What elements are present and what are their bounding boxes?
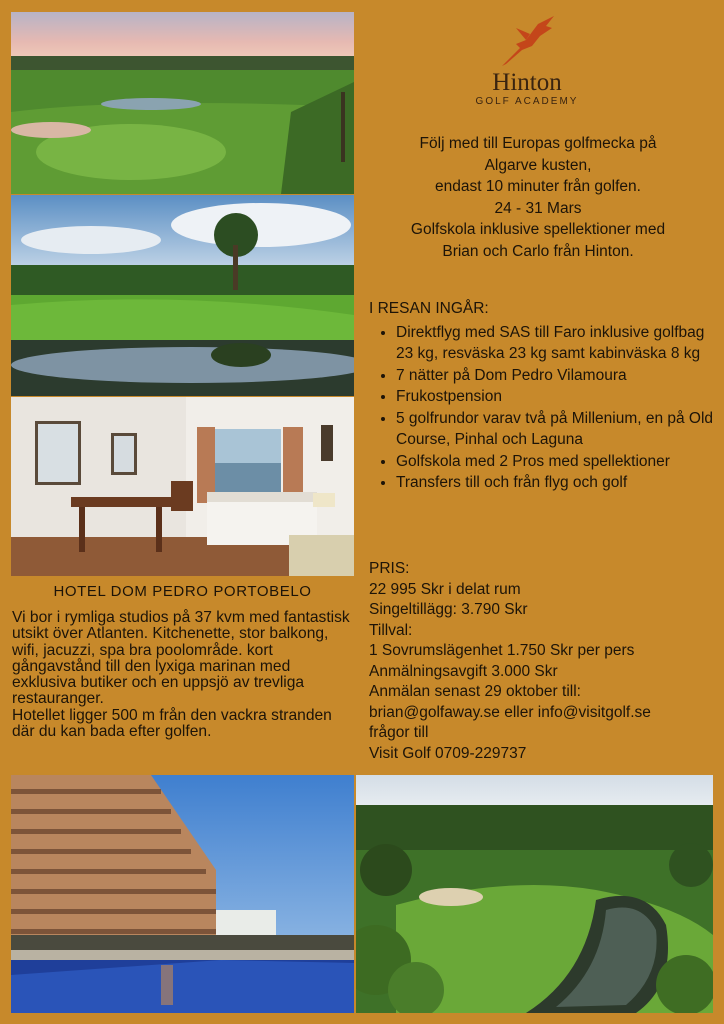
- contact-emails: brian@golfaway.se eller info@visitgolf.se: [369, 703, 651, 721]
- includes-item: • Direktflyg med SAS till Faro inklusive golfbag 23 kg, resväska 23 kg samt kabinväska 8 kg: [396, 322, 714, 365]
- hinton-logo: [462, 14, 592, 108]
- includes-title: I RESAN INGÅR:: [369, 300, 489, 317]
- intro-line: endast 10 minuter från golfen.: [435, 178, 641, 195]
- logo-name: Hinton: [492, 69, 562, 96]
- includes-item: • Frukostpension: [396, 386, 714, 408]
- trip-intro: [362, 133, 714, 262]
- price-line: Anmälan senast 29 oktober till:: [369, 683, 581, 700]
- price-title: PRIS:: [369, 560, 410, 577]
- hotel-paragraph: Hotellet ligger 500 m från den vackra stranden där du kan bada efter golfen.: [12, 706, 332, 741]
- price-line: Anmälningsavgift 3.000 Skr: [369, 662, 558, 680]
- price-line: frågor till: [369, 724, 429, 741]
- price-line: Tillval:: [369, 621, 413, 639]
- intro-line: Golfskola inklusive spellektioner med: [410, 221, 666, 238]
- price-line: 22 995 Skr i delat rum: [369, 580, 521, 598]
- includes-item: • Golfskola med 2 Pros med spellektioner: [396, 451, 714, 473]
- golf-course-lake-photo: [11, 195, 354, 396]
- hotel-paragraph: Vi bor i rymliga studios på 37 kvm med fantastisk utsikt över Atlanten. Kitchenette, stor balkong, wifi, jacuzzi, spa bra poolområde. kort gångavstånd till den lyxiga marinan med exklusiva butiker och en uppsjö av trevliga restauranger.: [12, 609, 350, 708]
- intro-line: Följ med till Europas golfmecka på: [419, 135, 657, 152]
- price-section: [369, 559, 714, 764]
- bird-icon: [496, 14, 558, 68]
- hotel-description: [12, 610, 352, 740]
- includes-item: • 7 nätter på Dom Pedro Vilamoura: [396, 365, 714, 387]
- hotel-title: HOTEL DOM PEDRO PORTOBELO: [53, 583, 312, 600]
- intro-dates: 24 - 31 Mars: [494, 199, 582, 217]
- hotel-room-photo: [11, 397, 354, 576]
- includes-item: • Transfers till och från flyg och golf: [396, 472, 714, 494]
- intro-line: Algarve kusten,: [484, 156, 592, 174]
- includes-item: • 5 golfrundor varav två på Millenium, en på Old Course, Pinhal och Laguna: [396, 408, 714, 451]
- intro-line: Brian och Carlo från Hinton.: [442, 242, 634, 260]
- price-line: Singeltillägg: 3.790 Skr: [369, 601, 528, 618]
- includes-list: [369, 322, 714, 494]
- includes-section: [369, 298, 714, 494]
- price-line: 1 Sovrumslägenhet 1.750 Skr per pers: [369, 642, 635, 659]
- hotel-building-pool-photo: [11, 775, 354, 1013]
- contact-phone: Visit Golf 0709-229737: [369, 744, 527, 762]
- logo-subtitle: GOLF ACADEMY: [475, 96, 579, 107]
- golf-course-sunset-photo: [11, 12, 354, 194]
- golf-course-aerial-photo: [356, 775, 713, 1013]
